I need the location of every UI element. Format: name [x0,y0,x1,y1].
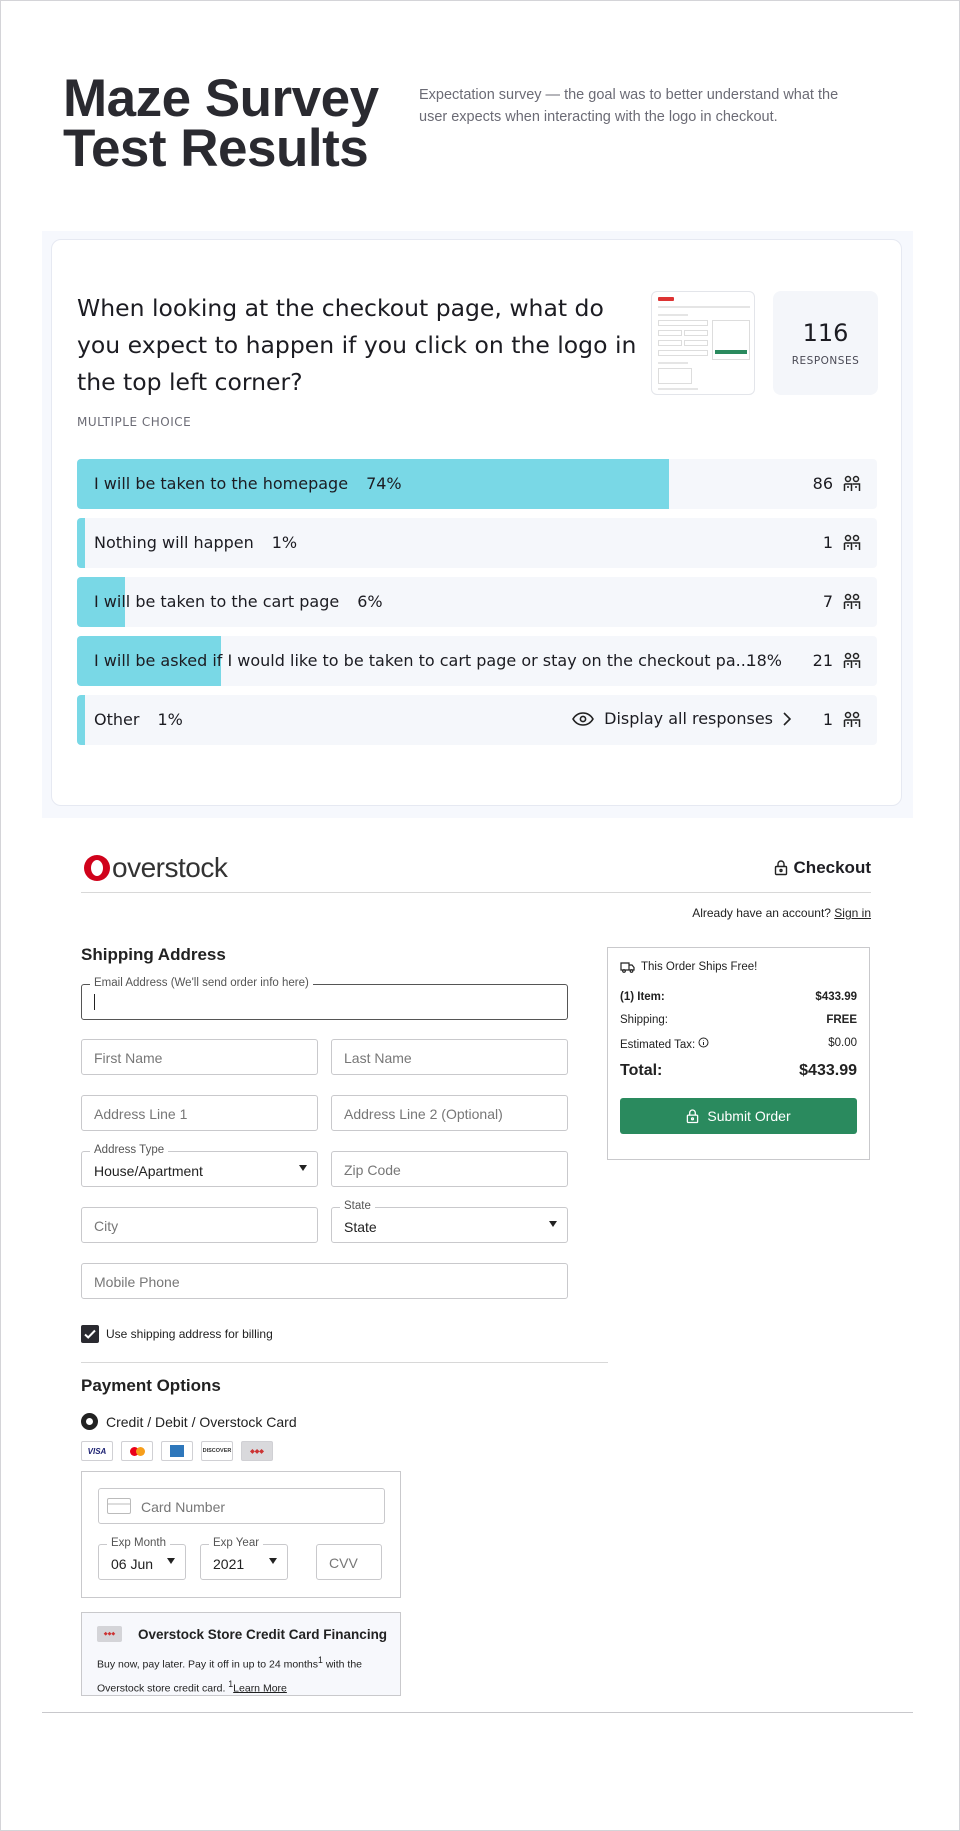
people-icon [843,711,861,729]
answer-bar [77,518,85,568]
first-name-placeholder: First Name [94,1050,163,1066]
checkout-thumbnail[interactable] [651,291,755,395]
visa-icon: VISA [81,1441,113,1461]
divider [81,892,871,893]
people-icon [843,593,861,611]
ships-free-notice: This Order Ships Free! [620,961,757,973]
thumb-line [658,306,750,308]
financing-text: Buy now, pay later. Pay it off in up to 24 months$^1$ with the Overstock store credit card. $^1$Learn More [97,1655,363,1694]
thumb-field [684,330,708,336]
lock-icon [686,1109,699,1124]
checkout-page [42,838,913,1713]
answer-bar [77,695,85,745]
summary-tax-row: Estimated Tax: $0.00 [620,1037,857,1051]
divider [81,1362,608,1363]
first-name-field[interactable] [81,1039,318,1075]
thumb-button [715,350,747,354]
answer-count: 21 [812,651,833,670]
overstock-card-icon: ◆◆◆ [97,1626,122,1642]
address-line1-placeholder: Address Line 1 [94,1106,188,1122]
overstock-logo[interactable] [84,852,227,884]
exp-month-select[interactable] [98,1537,186,1580]
card-number-placeholder: Card Number [141,1499,226,1515]
answer-count-group [823,592,861,611]
answer-row[interactable] [77,459,877,509]
card-brands [81,1441,281,1461]
answer-percent: 1% [157,710,183,729]
thumb-field [658,340,682,346]
exp-year-label: Exp Year [209,1537,263,1549]
answer-label: I will be asked if I would like to be taken to cart page or stay on the checkout pa... [94,651,751,670]
answer-count: 86 [812,474,833,493]
thumb-summary [712,320,750,360]
display-all-label: Display all responses [604,709,773,728]
account-prompt: Already have an account? Sign in [692,906,871,920]
answer-percent: 18% [746,651,782,670]
city-placeholder: City [94,1218,119,1234]
answer-count: 1 [822,533,833,552]
sign-in-link[interactable]: Sign in [834,906,871,920]
last-name-field[interactable] [331,1039,568,1075]
delivery-truck-icon [620,962,635,973]
zip-code-placeholder: Zip Code [344,1162,401,1178]
responses-count: 116 [802,319,849,347]
thumb-field [658,320,708,326]
responses-box [773,291,878,395]
checkout-title-text: Checkout [793,858,871,877]
survey-panel [42,231,913,818]
people-icon [843,534,861,552]
summary-total-row: Total: $433.99 [620,1062,857,1079]
thumb-field [658,330,682,336]
cvv-placeholder: CVV [329,1555,358,1571]
address-type-select[interactable] [81,1144,318,1187]
page-description: Expectation survey — the goal was to better understand what the user expects when interacting with the logo in checkout. [419,87,839,125]
answer-count-group [813,651,861,670]
answer-count: 1 [822,710,833,729]
answer-count-group [823,533,861,552]
page-title [63,69,379,178]
responses-label: RESPONSES [791,355,860,367]
financing-title: Overstock Store Credit Card Financing [138,1627,388,1642]
credit-card-radio[interactable] [81,1413,98,1430]
answer-row[interactable] [77,695,877,745]
cvv-field[interactable] [316,1544,382,1580]
thumb-line [658,362,688,364]
survey-question: When looking at the checkout page, what do you expect to happen if you click on the logo in the top left corner? [77,294,637,396]
answer-count-group [813,474,861,493]
card-number-field[interactable] [98,1488,385,1524]
answer-count-group [823,710,861,729]
mobile-phone-field[interactable] [81,1263,568,1299]
address-line1-field[interactable] [81,1095,318,1131]
answer-percent: 6% [357,592,383,611]
order-summary [607,947,870,1160]
summary-shipping-row: Shipping: FREE [620,1014,857,1026]
state-label: State [340,1200,375,1212]
billing-checkbox[interactable] [81,1325,99,1343]
email-field[interactable] [81,977,568,1020]
summary-item-row: (1) Item: $433.99 [620,991,857,1003]
mastercard-icon [121,1441,153,1461]
answer-label: Nothing will happen 1% [94,533,298,552]
exp-month-label: Exp Month [107,1537,170,1549]
thumb-line [658,388,698,390]
question-type: MULTIPLE CHOICE [77,415,192,429]
submit-order-button[interactable]: Submit Order [620,1098,857,1134]
state-value: State [344,1219,377,1235]
caret-down-icon [549,1221,557,1227]
exp-year-select[interactable] [200,1537,288,1580]
chevron-right-icon [783,712,791,726]
thumb-logo [658,297,674,301]
payment-options-title: Payment Options [81,1376,221,1395]
eye-icon [572,712,594,726]
mobile-phone-placeholder: Mobile Phone [94,1274,180,1290]
address-line2-placeholder: Address Line 2 (Optional) [344,1106,503,1122]
page-title-line1: Maze Survey [63,69,379,128]
exp-month-value: 06 Jun [111,1556,154,1572]
financing-box [81,1612,401,1696]
check-icon [81,1325,99,1343]
answer-percent: 1% [271,533,298,552]
overstock-logo-mark [84,855,110,881]
text-cursor [94,994,95,1010]
people-icon [843,475,861,493]
answer-count: 7 [822,592,833,611]
card-details-box [81,1471,401,1598]
answer-label: Other 1% [94,710,183,729]
billing-checkbox-label: Use shipping address for billing [106,1327,273,1341]
zip-code-field[interactable] [331,1151,568,1187]
overstock-card-icon: ◆◆◆ [241,1441,273,1461]
shipping-address-title: Shipping Address [81,945,226,964]
state-select[interactable] [331,1200,568,1243]
answer-percent: 74% [366,474,402,493]
exp-year-value: 2021 [213,1556,245,1572]
city-field[interactable] [81,1207,318,1243]
lock-icon [774,860,788,876]
answers-list [77,459,877,754]
page-title-line2: Test Results [63,119,369,178]
credit-card-icon [107,1498,131,1514]
thumb-line [658,314,688,316]
thumb-field [658,350,708,356]
answer-label: I will be taken to the homepage 74% [94,474,402,493]
caret-down-icon [299,1165,307,1171]
answer-row[interactable] [77,577,877,627]
amex-icon [161,1441,193,1461]
address-type-value: House/Apartment [94,1163,203,1179]
answer-label: I will be taken to the cart page 6% [94,592,383,611]
last-name-placeholder: Last Name [344,1050,412,1066]
display-all-responses-link[interactable] [572,709,801,728]
people-icon [843,652,861,670]
discover-icon: DISCOVER [201,1441,233,1461]
thumb-field [684,340,708,346]
credit-card-radio-label: Credit / Debit / Overstock Card [106,1414,297,1430]
survey-card [51,239,902,806]
overstock-logo-text: overstock [112,852,228,883]
answer-row[interactable] [77,636,877,686]
email-field-label: Email Address (We'll send order info here) [90,977,313,989]
answer-row[interactable] [77,518,877,568]
thumb-card-box [658,368,692,384]
info-icon[interactable] [698,1037,709,1048]
address-line2-field[interactable] [331,1095,568,1131]
learn-more-link[interactable]: Learn More [233,1682,287,1694]
address-type-label: Address Type [90,1144,168,1156]
checkout-title [774,858,871,878]
caret-down-icon [167,1558,175,1564]
caret-down-icon [269,1558,277,1564]
